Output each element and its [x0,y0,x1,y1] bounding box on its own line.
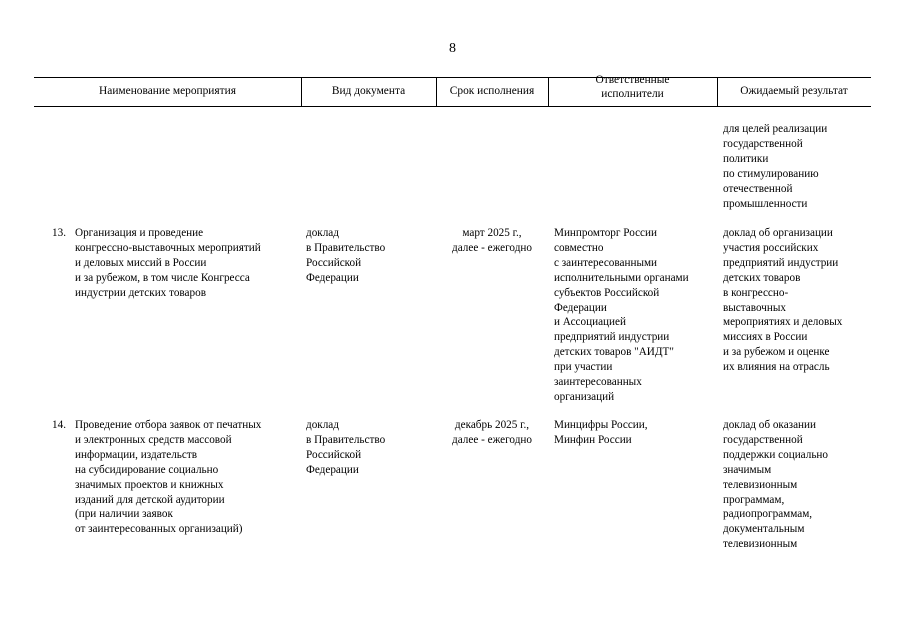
continuation-result: для целей реализации государственной политики по стимулированию отечественной промышленности [723,123,828,210]
event-name: Организация и проведение конгрессно-выставочных мероприятий и деловых миссий в России и за рубежом, в том числе Конгресса индустрии детских товаров [75,227,261,299]
deadline: март 2025 г., далее - ежегодно [452,227,532,254]
expected-result: доклад об организации участия российских предприятий индустрии детских товаров в конгрессно- выставочных мероприятиях и деловых миссиях в России и за рубежом и оценке их влияния на отрасль [723,227,843,374]
row-number: 14. [52,419,66,431]
header-event-name: Наименование мероприятия [99,84,236,97]
event-name: Проведение отбора заявок от печатных и электронных средств массовой информации, издательств на субсидирование социально значимых проектов и книжных изданий для детской аудитории (при наличии заявок от заинтересованных организаций) [75,419,262,536]
header-expected-result: Ожидаемый результат [740,84,848,97]
responsible-executors: Минцифры России, Минфин России [554,419,648,446]
expected-result: доклад об оказании государственной поддержки социально значимым телевизионным программам, радиопрограммам, документальным телевизионным [723,419,829,551]
header-deadline: Срок исполнения [449,84,535,97]
page-number: 8 [449,41,456,56]
header-bottom-rule [34,106,871,107]
deadline: декабрь 2025 г., далее - ежегодно [452,419,532,446]
responsible-executors: Минпромторг России совместно с заинтересованными исполнительными органами субъектов Российской Федерации и Ассоциацией предприятий индустрии детских товаров "АИДТ" при участии заинтересованных организаций [554,227,689,403]
document-type: доклад в Правительство Российской Федерации [306,419,386,476]
header-document-type: Вид документа [331,84,406,97]
header-responsible: Ответственные исполнители [595,74,670,100]
document-type: доклад в Правительство Российской Федерации [306,227,386,284]
row-number: 13. [52,227,66,239]
